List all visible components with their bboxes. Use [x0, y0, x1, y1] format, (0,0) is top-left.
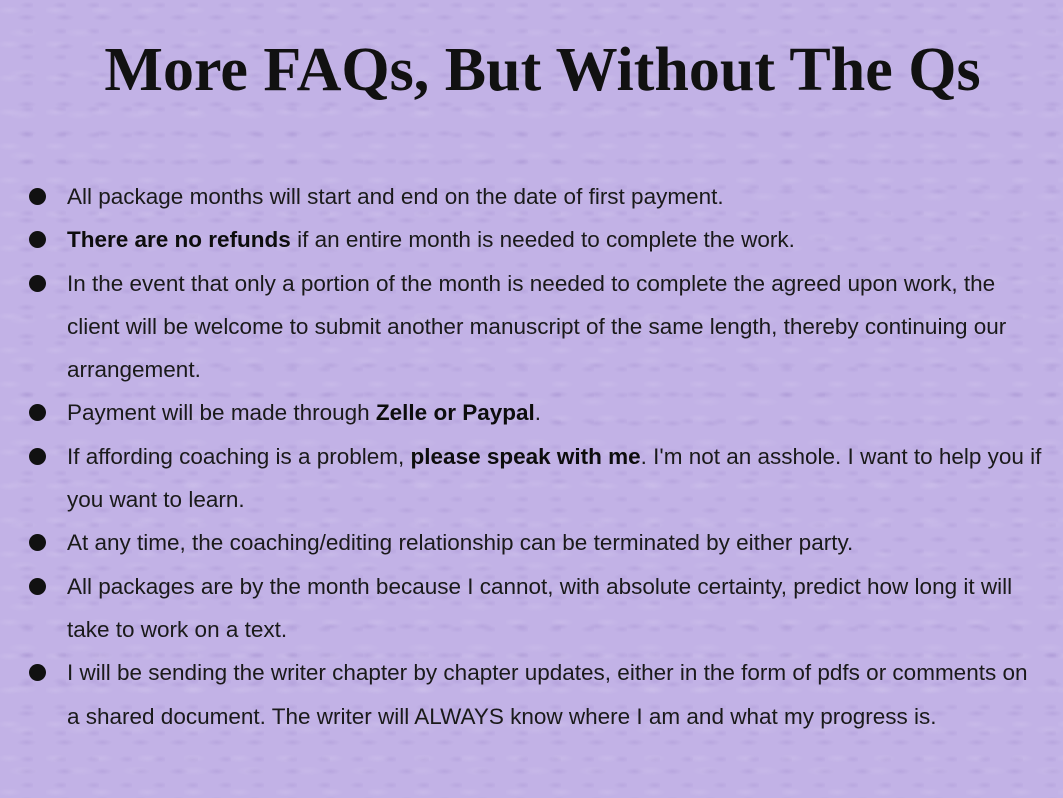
- item-emphasis: please speak with me: [410, 443, 641, 469]
- list-item: [0, 218, 1063, 261]
- bullet-icon: [29, 188, 46, 205]
- item-text: In the event that only a portion of the month is needed to complete the agreed upon work, the client will be welcome to submit another manuscript of the same length, thereby continuing our arrangement.: [67, 270, 1007, 383]
- bullet-icon: [29, 448, 46, 465]
- bullet-icon: [29, 578, 46, 595]
- bullet-icon: [29, 404, 46, 421]
- item-text-tail: if an entire month is needed to complete the work.: [290, 227, 795, 253]
- item-emphasis: Zelle or Paypal: [375, 400, 535, 426]
- bullet-icon: [29, 275, 46, 292]
- item-text: At any time, the coaching/editing relationship can be terminated by either party.: [67, 530, 854, 556]
- faq-list: [0, 175, 1063, 738]
- list-item: [0, 565, 1063, 652]
- item-emphasis: There are no refunds: [67, 227, 291, 253]
- item-text-tail: . I'm not an asshole. I want to help you if you want to learn.: [67, 443, 1042, 513]
- list-item: [0, 262, 1063, 392]
- list-item: [0, 521, 1063, 564]
- page-title: More FAQs, But Without The Qs: [104, 36, 981, 104]
- list-item: [0, 175, 1063, 218]
- bullet-icon: [29, 534, 46, 551]
- bullet-icon: [29, 664, 46, 681]
- item-text: If affording coaching is a problem,: [67, 443, 411, 469]
- item-text-tail: .: [534, 400, 542, 426]
- item-text: I will be sending the writer chapter by chapter updates, either in the form of pdfs or comments on a shared document. The writer will ALWAYS know where I am and what my progress is.: [67, 660, 1028, 729]
- bullet-icon: [29, 231, 46, 248]
- item-text: All package months will start and end on the date of first payment.: [67, 184, 724, 209]
- item-text: Payment will be made through: [67, 400, 376, 426]
- list-item: [0, 651, 1063, 738]
- list-item: [0, 391, 1063, 434]
- list-item: [0, 435, 1063, 522]
- item-text: All packages are by the month because I cannot, with absolute certainty, predict how long it will take to work on a text.: [67, 573, 1013, 642]
